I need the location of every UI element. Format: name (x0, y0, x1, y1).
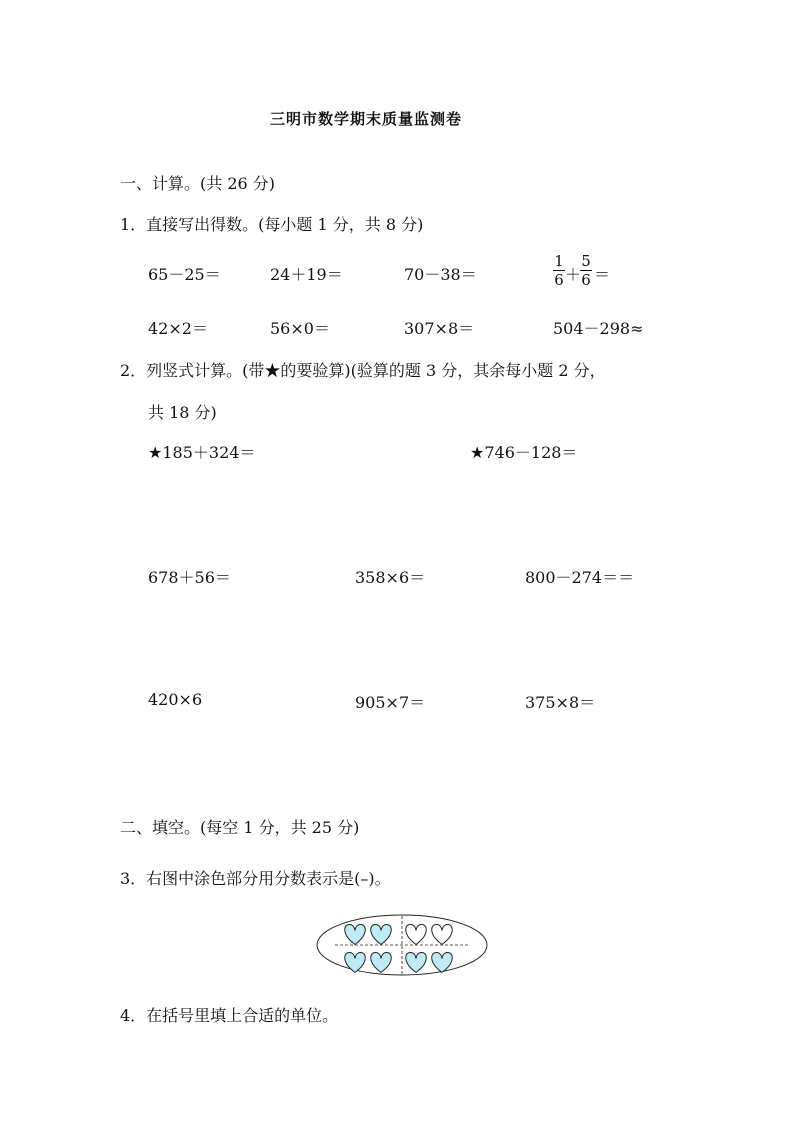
fraction-denominator: 6 (581, 271, 591, 289)
q1-expr-7: 307×8＝ (404, 319, 475, 338)
fraction-five-sixths (579, 252, 593, 289)
question-2-label: 2．列竖式计算。(带★的要验算)(验算的题 3 分，其余每小题 2 分， (120, 361, 606, 380)
q2-expr-5: 800－274＝＝ (525, 568, 635, 587)
q1-expr-1: 65－25＝ (148, 265, 221, 284)
q2-expr-2: ★746－128＝ (470, 443, 578, 462)
hearts-oval-figure (315, 913, 489, 977)
question-3-label: 3．右图中涂色部分用分数表示是(–)。 (120, 869, 391, 888)
fraction-denominator: 6 (554, 271, 564, 289)
plus-sign: ＋ (565, 265, 582, 284)
question-2-label-continued: 共 18 分) (148, 403, 217, 422)
fraction-numerator: 1 (554, 252, 564, 270)
fraction-numerator: 5 (581, 252, 591, 270)
q2-expr-1: ★185＋324＝ (148, 443, 256, 462)
q1-expr-2: 24＋19＝ (270, 265, 343, 284)
q1-expr-6: 56×0＝ (270, 319, 330, 338)
question-4-label: 4．在括号里填上合适的单位。 (120, 1006, 339, 1025)
q1-expr-5: 42×2＝ (148, 319, 208, 338)
q2-expr-3: 678＋56＝ (148, 568, 231, 587)
equals-sign: ＝ (594, 265, 611, 284)
q2-expr-7: 905×7＝ (355, 693, 426, 712)
page-title: 三明市数学期末质量监测卷 (270, 110, 463, 128)
fraction-one-sixth (552, 252, 566, 289)
q1-expr-3: 70－38＝ (404, 265, 477, 284)
section-1-heading: 一、计算。(共 26 分) (120, 174, 276, 193)
q2-expr-6: 420×6 (148, 690, 203, 709)
q2-expr-8: 375×8＝ (525, 693, 596, 712)
q1-expr-8: 504－298≈ (553, 319, 644, 338)
question-1-label: 1．直接写出得数。(每小题 1 分，共 8 分) (120, 215, 424, 234)
section-2-heading: 二、填空。(每空 1 分，共 25 分) (120, 818, 360, 837)
q2-expr-4: 358×6＝ (355, 568, 426, 587)
